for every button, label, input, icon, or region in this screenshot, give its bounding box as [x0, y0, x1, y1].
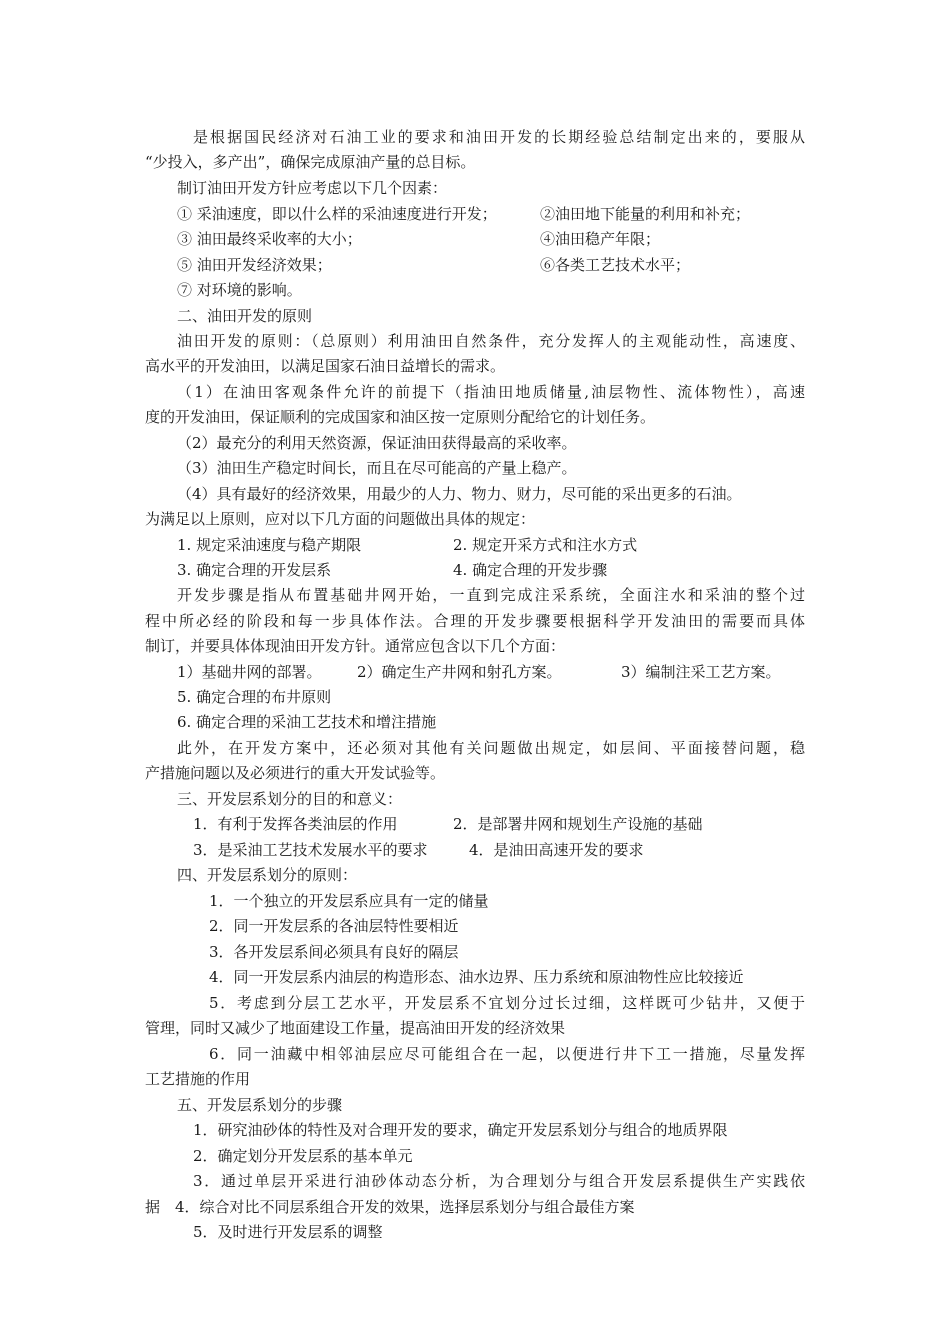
paragraph-line: 制订，并要具体体现油田开发方针。通常应包含以下几个方面：	[145, 637, 566, 655]
paragraph-line: 程中所必经的阶段和每一步具体作法。合理的开发步骤要根据科学开发油田的需要而具体	[145, 612, 805, 630]
list-item: 4. 确定合理的开发步骤	[453, 561, 608, 579]
paragraph-line: 油田开发的原则：（总原则）利用油田自然条件，充分发挥人的主观能动性，高速度、	[177, 332, 805, 350]
section-heading: 五、开发层系划分的步骤	[177, 1096, 343, 1114]
list-item: 5．及时进行开发层系的调整	[193, 1223, 383, 1241]
paragraph-line: （3）油田生产稳定时间长，而且在尽可能高的产量上稳产。	[177, 459, 577, 477]
list-item: 工艺措施的作用	[145, 1070, 251, 1088]
list-item: 2）确定生产井网和射孔方案。	[357, 663, 562, 681]
list-item: 管理，同时又减少了地面建设工作量，提高油田开发的经济效果	[145, 1019, 566, 1037]
paragraph-line: 高水平的开发油田，以满足国家石油日益增长的需求。	[145, 357, 506, 375]
section-heading: 二、油田开发的原则	[177, 307, 313, 325]
paragraph-line: 度的开发油田，保证顺利的完成国家和油区按一定原则分配给它的计划任务。	[145, 408, 656, 426]
factor-item: ⑥各类工艺技术水平；	[540, 256, 691, 274]
paragraph-line: 为满足以上原则，应对以下几方面的问题做出具体的规定：	[145, 510, 536, 528]
list-item: 2．同一开发层系的各油层特性要相近	[209, 917, 459, 935]
list-item: 4．同一开发层系内油层的构造形态、油水边界、压力系统和原油物性应比较接近	[209, 968, 744, 986]
list-item: 据 4．综合对比不同层系组合开发的效果，选择层系划分与组合最佳方案	[145, 1198, 635, 1216]
list-item: 1. 规定采油速度与稳产期限	[177, 536, 362, 554]
list-item: 1）基础井网的部署。	[177, 663, 322, 681]
list-item: 6．同一油藏中相邻油层应尽可能组合在一起，以便进行井下工一措施，尽量发挥	[209, 1045, 805, 1063]
list-item: 2．确定划分开发层系的基本单元	[193, 1147, 413, 1165]
factor-item: ⑤ 油田开发经济效果；	[177, 256, 332, 274]
list-item: 6. 确定合理的采油工艺技术和增注措施	[177, 713, 437, 731]
paragraph-line: 此外，在开发方案中，还必须对其他有关问题做出规定，如层间、平面接替问题，稳	[177, 739, 805, 757]
list-item: 2. 规定开采方式和注水方式	[453, 536, 638, 554]
paragraph-line: 开发步骤是指从布置基础井网开始，一直到完成注采系统，全面注水和采油的整个过	[177, 586, 805, 604]
paragraph-line: 是根据国民经济对石油工业的要求和油田开发的长期经验总结制定出来的，要服从	[193, 128, 805, 146]
list-item: 5. 确定合理的布井原则	[177, 688, 332, 706]
list-item: 5．考虑到分层工艺水平，开发层系不宜划分过长过细，这样既可少钻井，又便于	[209, 994, 805, 1012]
paragraph-line: “少投入，多产出”，确保完成原油产量的总目标。	[145, 153, 476, 171]
list-item: 3）编制注采工艺方案。	[621, 663, 781, 681]
list-item: 1．研究油砂体的特性及对合理开发的要求，确定开发层系划分与组合的地质界限	[193, 1121, 728, 1139]
paragraph-line: （4）具有最好的经济效果，用最少的人力、物力、财力，尽可能的采出更多的石油。	[177, 485, 742, 503]
list-item: 3．通过单层开采进行油砂体动态分析，为合理划分与组合开发层系提供生产实践依	[193, 1172, 805, 1190]
list-item: 1．有利于发挥各类油层的作用	[193, 815, 398, 833]
list-item: 4．是油田高速开发的要求	[469, 841, 644, 859]
list-item: 3．各开发层系间必须具有良好的隔层	[209, 943, 459, 961]
section-heading: 四、开发层系划分的原则：	[177, 866, 358, 884]
paragraph-line: 产措施问题以及必须进行的重大开发试验等。	[145, 764, 446, 782]
factor-item: ① 采油速度，即以什么样的采油速度进行开发；	[177, 205, 497, 223]
list-item: 3. 确定合理的开发层系	[177, 561, 332, 579]
paragraph-line: 制订油田开发方针应考虑以下几个因素：	[177, 179, 448, 197]
section-heading: 三、开发层系划分的目的和意义：	[177, 790, 403, 808]
list-item: 1．一个独立的开发层系应具有一定的储量	[209, 892, 489, 910]
paragraph-line: （1）在油田客观条件允许的前提下（指油田地质储量,油层物性、流体物性），高速	[177, 383, 805, 401]
list-item: 2．是部署井网和规划生产设施的基础	[453, 815, 703, 833]
list-item: 3．是采油工艺技术发展水平的要求	[193, 841, 428, 859]
factor-item: ②油田地下能量的利用和补充；	[540, 205, 751, 223]
factor-item: ⑦ 对环境的影响。	[177, 281, 302, 299]
factor-item: ④油田稳产年限；	[540, 230, 661, 248]
paragraph-line: （2）最充分的利用天然资源，保证油田获得最高的采收率。	[177, 434, 577, 452]
factor-item: ③ 油田最终采收率的大小；	[177, 230, 362, 248]
